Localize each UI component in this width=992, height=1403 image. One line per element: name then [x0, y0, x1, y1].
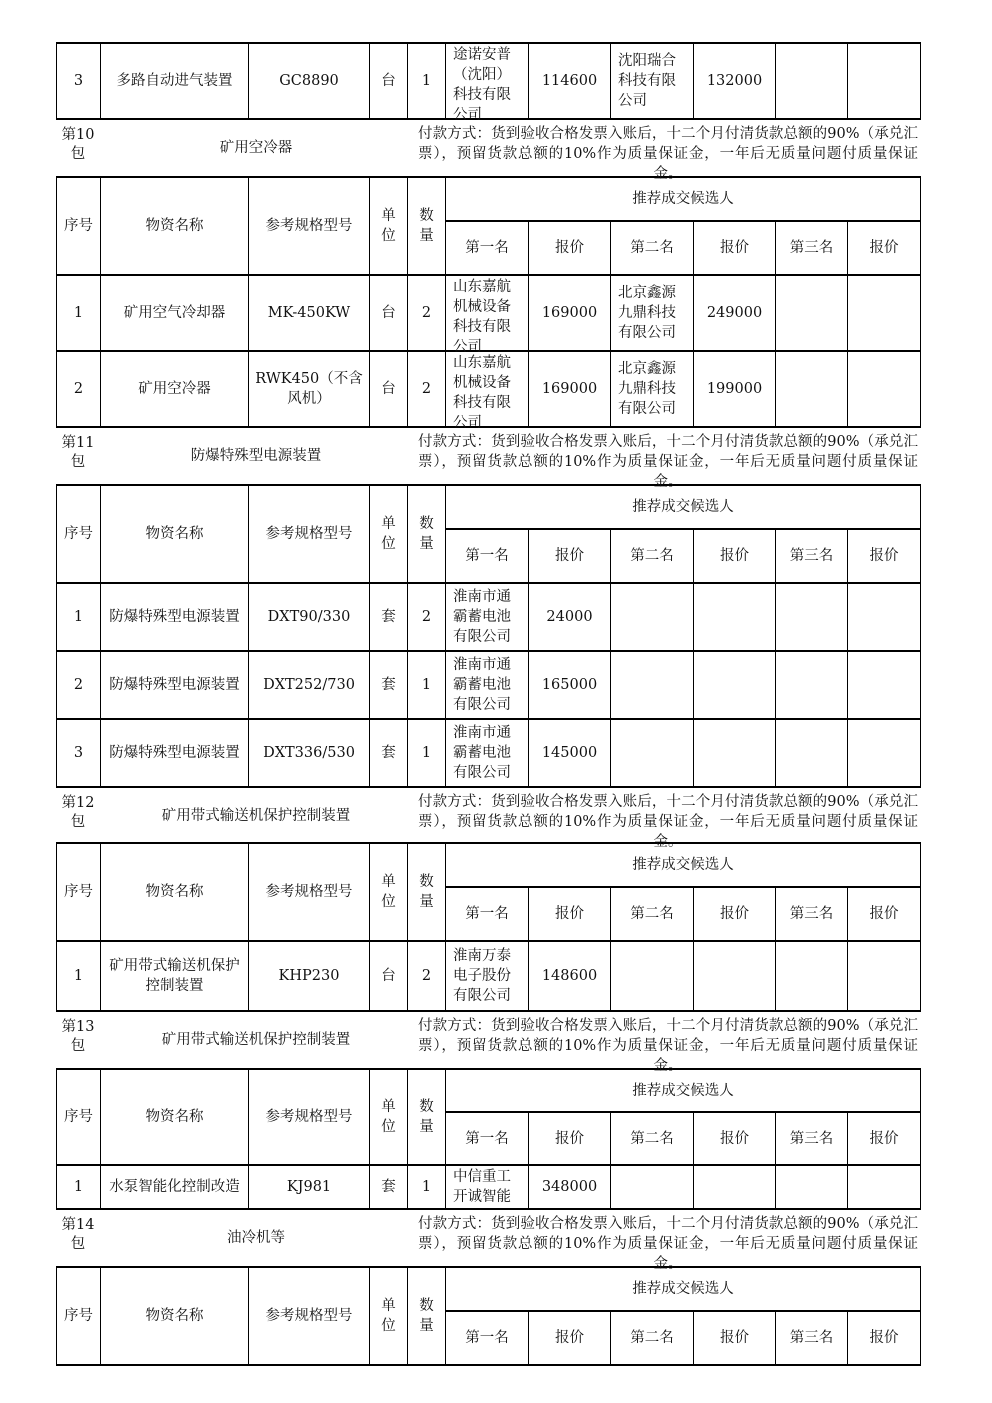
header-unit: 单位	[370, 485, 408, 583]
table-row	[57, 651, 921, 719]
row-model-text: GC8890	[279, 73, 339, 89]
row-first-candidate	[446, 275, 529, 355]
package-header	[56, 1012, 920, 1074]
row-qty	[408, 1165, 446, 1209]
row-seq-text: 3	[73, 73, 84, 89]
row-seq	[57, 351, 101, 427]
row-qty-text: 1	[421, 677, 432, 693]
header-item-name: 物资名称	[101, 485, 249, 583]
header-unit: 单位	[370, 177, 408, 275]
row-qty-text: 2	[421, 609, 432, 625]
row-unit-text: 台	[381, 381, 396, 397]
row-third-price	[848, 941, 921, 1011]
row-second-price	[694, 941, 776, 1011]
row-item-name-text: 多路自动进气装置	[116, 73, 233, 89]
header-first: 第一名	[446, 1112, 529, 1165]
row-second-price	[694, 43, 776, 119]
row-first-candidate	[446, 43, 529, 123]
row-unit	[370, 351, 408, 427]
row-unit	[370, 651, 408, 719]
package-title: 防爆特殊型电源装置	[190, 447, 322, 464]
header-unit: 单位	[370, 1267, 408, 1365]
header-first: 第一名	[446, 1311, 529, 1365]
header-row	[57, 843, 921, 887]
header-row	[57, 1069, 921, 1112]
row-qty	[408, 651, 446, 719]
row-third-candidate	[776, 719, 848, 787]
row-unit-text: 套	[381, 1179, 396, 1195]
row-second-price	[694, 1165, 776, 1209]
row-seq-text: 2	[73, 381, 84, 397]
header-recommended-candidates: 推荐成交候选人	[446, 177, 921, 221]
row-first-price	[529, 583, 611, 651]
header-qty: 数量	[408, 843, 446, 941]
package-table	[56, 484, 921, 788]
row-second-candidate-text: 北京鑫源九鼎科技有限公司	[618, 361, 676, 417]
package-number: 第10包	[61, 127, 95, 162]
row-first-price-text: 169000	[541, 305, 598, 321]
row-second-candidate	[611, 651, 694, 719]
header-second: 第二名	[611, 221, 694, 275]
row-unit	[370, 43, 408, 119]
package-header	[56, 428, 920, 490]
row-third-price	[848, 43, 921, 119]
row-item-name	[101, 941, 249, 1011]
header-seq: 序号	[57, 843, 101, 941]
header-third: 第三名	[776, 221, 848, 275]
header-first: 第一名	[446, 529, 529, 583]
row-unit	[370, 941, 408, 1011]
row-seq-text: 1	[73, 305, 84, 321]
row-unit-text: 台	[381, 968, 396, 984]
row-third-price	[848, 583, 921, 651]
row-first-candidate-text: 淮南市通霸蓄电池有限公司	[453, 589, 511, 645]
row-seq	[57, 719, 101, 787]
header-price-1: 报价	[529, 887, 611, 941]
header-price-3: 报价	[848, 1112, 921, 1165]
payment-terms: 付款方式：货到验收合格发票入账后，十二个月付清货款总额的90%（承兑汇票），预留货款总额的10%作为质量保证金，一年后无质量问题付质量保证金。	[418, 1216, 918, 1272]
header-seq: 序号	[57, 1069, 101, 1165]
row-first-candidate-text: 途诺安普（沈阳）科技有限公司	[453, 47, 511, 123]
header-second: 第二名	[611, 1311, 694, 1365]
row-second-candidate-text: 沈阳瑞合科技有限公司	[618, 53, 676, 109]
row-first-price-text: 145000	[541, 745, 598, 761]
row-item-name-text: 矿用空冷器	[138, 381, 211, 397]
row-first-price-text: 114600	[541, 73, 598, 89]
row-qty	[408, 275, 446, 351]
row-first-price-text: 165000	[541, 677, 598, 693]
package-header	[56, 788, 920, 850]
header-qty: 数量	[408, 485, 446, 583]
row-model	[249, 719, 370, 787]
header-first: 第一名	[446, 887, 529, 941]
package-number: 第11包	[61, 435, 95, 470]
row-first-candidate-text: 山东嘉航机械设备科技有限公司	[453, 355, 511, 431]
header-row	[57, 485, 921, 529]
header-price-1: 报价	[529, 529, 611, 583]
row-seq-text: 1	[73, 609, 84, 625]
row-second-price-text: 249000	[706, 305, 763, 321]
header-model: 参考规格型号	[249, 177, 370, 275]
row-model	[249, 275, 370, 351]
row-qty	[408, 351, 446, 427]
header-recommended-candidates: 推荐成交候选人	[446, 1267, 921, 1311]
row-qty-text: 1	[421, 1179, 432, 1195]
row-item-name-text: 矿用带式输送机保护控制装置	[109, 958, 240, 994]
row-item-name-text: 防爆特殊型电源装置	[109, 745, 240, 761]
row-model	[249, 583, 370, 651]
header-second: 第二名	[611, 887, 694, 941]
row-first-price	[529, 941, 611, 1011]
row-second-price	[694, 651, 776, 719]
header-model: 参考规格型号	[249, 843, 370, 941]
header-recommended-candidates: 推荐成交候选人	[446, 843, 921, 887]
row-qty	[408, 941, 446, 1011]
package-title: 矿用带式输送机保护控制装置	[161, 807, 351, 824]
payment-terms: 付款方式：货到验收合格发票入账后，十二个月付清货款总额的90%（承兑汇票），预留货款总额的10%作为质量保证金，一年后无质量问题付质量保证金。	[418, 434, 918, 490]
package-number: 第12包	[61, 795, 95, 830]
row-model-text: KHP230	[278, 968, 340, 984]
header-item-name: 物资名称	[101, 843, 249, 941]
header-price-3: 报价	[848, 887, 921, 941]
row-first-price	[529, 1165, 611, 1209]
header-recommended-candidates: 推荐成交候选人	[446, 1069, 921, 1112]
procurement-document	[56, 42, 920, 1366]
row-unit-text: 套	[381, 677, 396, 693]
row-third-price	[848, 1165, 921, 1209]
row-first-candidate	[446, 651, 529, 719]
table-row	[57, 43, 921, 119]
package-title: 油冷机等	[227, 1229, 285, 1246]
header-first: 第一名	[446, 221, 529, 275]
header-third: 第三名	[776, 1311, 848, 1365]
header-row	[57, 1267, 921, 1311]
row-model	[249, 43, 370, 119]
row-third-candidate	[776, 1165, 848, 1209]
row-item-name-text: 矿用空气冷却器	[123, 305, 226, 321]
row-seq-text: 1	[73, 968, 84, 984]
table-row	[57, 275, 921, 351]
payment-terms: 付款方式：货到验收合格发票入账后，十二个月付清货款总额的90%（承兑汇票），预留货款总额的10%作为质量保证金，一年后无质量问题付质量保证金。	[418, 794, 918, 850]
row-model	[249, 351, 370, 427]
header-seq: 序号	[57, 485, 101, 583]
row-seq	[57, 583, 101, 651]
header-price-2: 报价	[694, 529, 776, 583]
row-first-price	[529, 275, 611, 351]
row-first-price	[529, 43, 611, 119]
row-second-candidate	[611, 583, 694, 651]
row-seq-text: 3	[73, 745, 84, 761]
header-third: 第三名	[776, 529, 848, 583]
row-second-candidate	[611, 275, 694, 351]
row-third-candidate	[776, 583, 848, 651]
row-third-candidate	[776, 43, 848, 119]
row-qty	[408, 719, 446, 787]
package-table	[56, 1068, 921, 1210]
row-qty-text: 2	[421, 968, 432, 984]
row-second-price-text: 199000	[706, 381, 763, 397]
row-first-price-text: 24000	[546, 609, 593, 625]
row-third-candidate	[776, 651, 848, 719]
header-price-2: 报价	[694, 221, 776, 275]
row-second-candidate	[611, 43, 694, 119]
row-item-name-text: 水泵智能化控制改造	[109, 1179, 240, 1195]
header-price-1: 报价	[529, 1311, 611, 1365]
row-first-price-text: 348000	[541, 1179, 598, 1195]
row-first-candidate	[446, 719, 529, 787]
header-price-3: 报价	[848, 1311, 921, 1365]
row-model	[249, 651, 370, 719]
package-9-tail-table	[56, 42, 921, 123]
row-first-candidate	[446, 583, 529, 651]
row-model-text: MK-450KW	[267, 305, 351, 321]
row-third-price	[848, 651, 921, 719]
row-item-name	[101, 719, 249, 787]
header-price-1: 报价	[529, 1112, 611, 1165]
row-unit	[370, 275, 408, 351]
row-second-candidate	[611, 351, 694, 427]
row-seq-text: 2	[73, 677, 84, 693]
header-price-2: 报价	[694, 887, 776, 941]
row-qty-text: 1	[421, 73, 432, 89]
row-second-candidate	[611, 1165, 694, 1209]
row-second-price	[694, 351, 776, 427]
row-unit-text: 套	[381, 745, 396, 761]
row-first-candidate-text: 中信重工开诚智能	[453, 1169, 511, 1205]
package-title: 矿用带式输送机保护控制装置	[161, 1031, 351, 1048]
row-second-price	[694, 275, 776, 351]
header-seq: 序号	[57, 1267, 101, 1365]
row-first-price-text: 169000	[541, 381, 598, 397]
table-row	[57, 719, 921, 787]
row-item-name	[101, 43, 249, 119]
row-model-text: RWK450（不含风机）	[255, 371, 363, 407]
package-header	[56, 1210, 920, 1272]
row-item-name	[101, 583, 249, 651]
row-first-candidate	[446, 351, 529, 431]
row-first-candidate-text: 淮南万泰电子股份有限公司	[453, 948, 511, 1004]
table-row	[57, 583, 921, 651]
payment-terms: 付款方式：货到验收合格发票入账后，十二个月付清货款总额的90%（承兑汇票），预留货款总额的10%作为质量保证金，一年后无质量问题付质量保证金。	[418, 1018, 918, 1074]
row-first-price	[529, 351, 611, 427]
header-third: 第三名	[776, 887, 848, 941]
package-number: 第14包	[61, 1217, 95, 1252]
row-model-text: KJ981	[286, 1179, 332, 1195]
table-row	[57, 941, 921, 1011]
row-seq-text: 1	[73, 1179, 84, 1195]
row-third-candidate	[776, 351, 848, 427]
row-unit-text: 台	[381, 73, 396, 89]
row-model	[249, 1165, 370, 1209]
row-unit	[370, 583, 408, 651]
row-item-name	[101, 651, 249, 719]
row-item-name	[101, 1165, 249, 1209]
row-item-name-text: 防爆特殊型电源装置	[109, 677, 240, 693]
row-item-name	[101, 351, 249, 427]
header-price-2: 报价	[694, 1112, 776, 1165]
row-qty-text: 2	[421, 381, 432, 397]
table-row	[57, 1165, 921, 1209]
package-table	[56, 176, 921, 431]
row-first-candidate	[446, 941, 529, 1011]
row-third-candidate	[776, 275, 848, 351]
row-seq	[57, 651, 101, 719]
header-price-1: 报价	[529, 221, 611, 275]
row-first-candidate-text: 淮南市通霸蓄电池有限公司	[453, 725, 511, 781]
package-table	[56, 842, 921, 1012]
header-model: 参考规格型号	[249, 1069, 370, 1165]
row-second-price	[694, 583, 776, 651]
header-price-3: 报价	[848, 221, 921, 275]
package-number: 第13包	[61, 1019, 95, 1054]
header-price-3: 报价	[848, 529, 921, 583]
row-model-text: DXT336/530	[263, 745, 355, 761]
row-first-price	[529, 719, 611, 787]
package-header	[56, 120, 920, 182]
header-second: 第二名	[611, 1112, 694, 1165]
table-row	[57, 351, 921, 427]
row-unit-text: 台	[381, 305, 396, 321]
row-qty-text: 2	[421, 305, 432, 321]
row-third-price	[848, 351, 921, 427]
row-seq	[57, 43, 101, 119]
row-first-price	[529, 651, 611, 719]
header-item-name: 物资名称	[101, 1267, 249, 1365]
row-first-price-text: 148600	[541, 968, 598, 984]
header-unit: 单位	[370, 1069, 408, 1165]
row-first-candidate-text: 淮南市通霸蓄电池有限公司	[453, 657, 511, 713]
row-first-candidate	[446, 1165, 529, 1209]
row-second-candidate	[611, 719, 694, 787]
row-third-candidate	[776, 941, 848, 1011]
header-qty: 数量	[408, 1267, 446, 1365]
row-unit	[370, 719, 408, 787]
row-seq	[57, 275, 101, 351]
row-first-candidate-text: 山东嘉航机械设备科技有限公司	[453, 279, 511, 355]
header-price-2: 报价	[694, 1311, 776, 1365]
package-table	[56, 1266, 921, 1366]
header-item-name: 物资名称	[101, 177, 249, 275]
row-item-name-text: 防爆特殊型电源装置	[109, 609, 240, 625]
payment-terms: 付款方式：货到验收合格发票入账后，十二个月付清货款总额的90%（承兑汇票），预留货款总额的10%作为质量保证金，一年后无质量问题付质量保证金。	[418, 126, 918, 182]
row-second-candidate-text: 北京鑫源九鼎科技有限公司	[618, 285, 676, 341]
row-qty	[408, 583, 446, 651]
row-model-text: DXT252/730	[263, 677, 355, 693]
row-qty	[408, 43, 446, 119]
header-second: 第二名	[611, 529, 694, 583]
header-model: 参考规格型号	[249, 1267, 370, 1365]
header-recommended-candidates: 推荐成交候选人	[446, 485, 921, 529]
header-item-name: 物资名称	[101, 1069, 249, 1165]
row-second-candidate	[611, 941, 694, 1011]
header-third: 第三名	[776, 1112, 848, 1165]
header-row	[57, 177, 921, 221]
row-qty-text: 1	[421, 745, 432, 761]
row-seq	[57, 1165, 101, 1209]
row-second-price-text: 132000	[706, 73, 763, 89]
header-seq: 序号	[57, 177, 101, 275]
row-model	[249, 941, 370, 1011]
row-seq	[57, 941, 101, 1011]
row-third-price	[848, 275, 921, 351]
row-second-price	[694, 719, 776, 787]
header-model: 参考规格型号	[249, 485, 370, 583]
row-unit	[370, 1165, 408, 1209]
header-qty: 数量	[408, 1069, 446, 1165]
row-unit-text: 套	[381, 609, 396, 625]
header-qty: 数量	[408, 177, 446, 275]
row-third-price	[848, 719, 921, 787]
package-title: 矿用空冷器	[219, 139, 293, 156]
header-unit: 单位	[370, 843, 408, 941]
row-item-name	[101, 275, 249, 351]
row-model-text: DXT90/330	[267, 609, 351, 625]
